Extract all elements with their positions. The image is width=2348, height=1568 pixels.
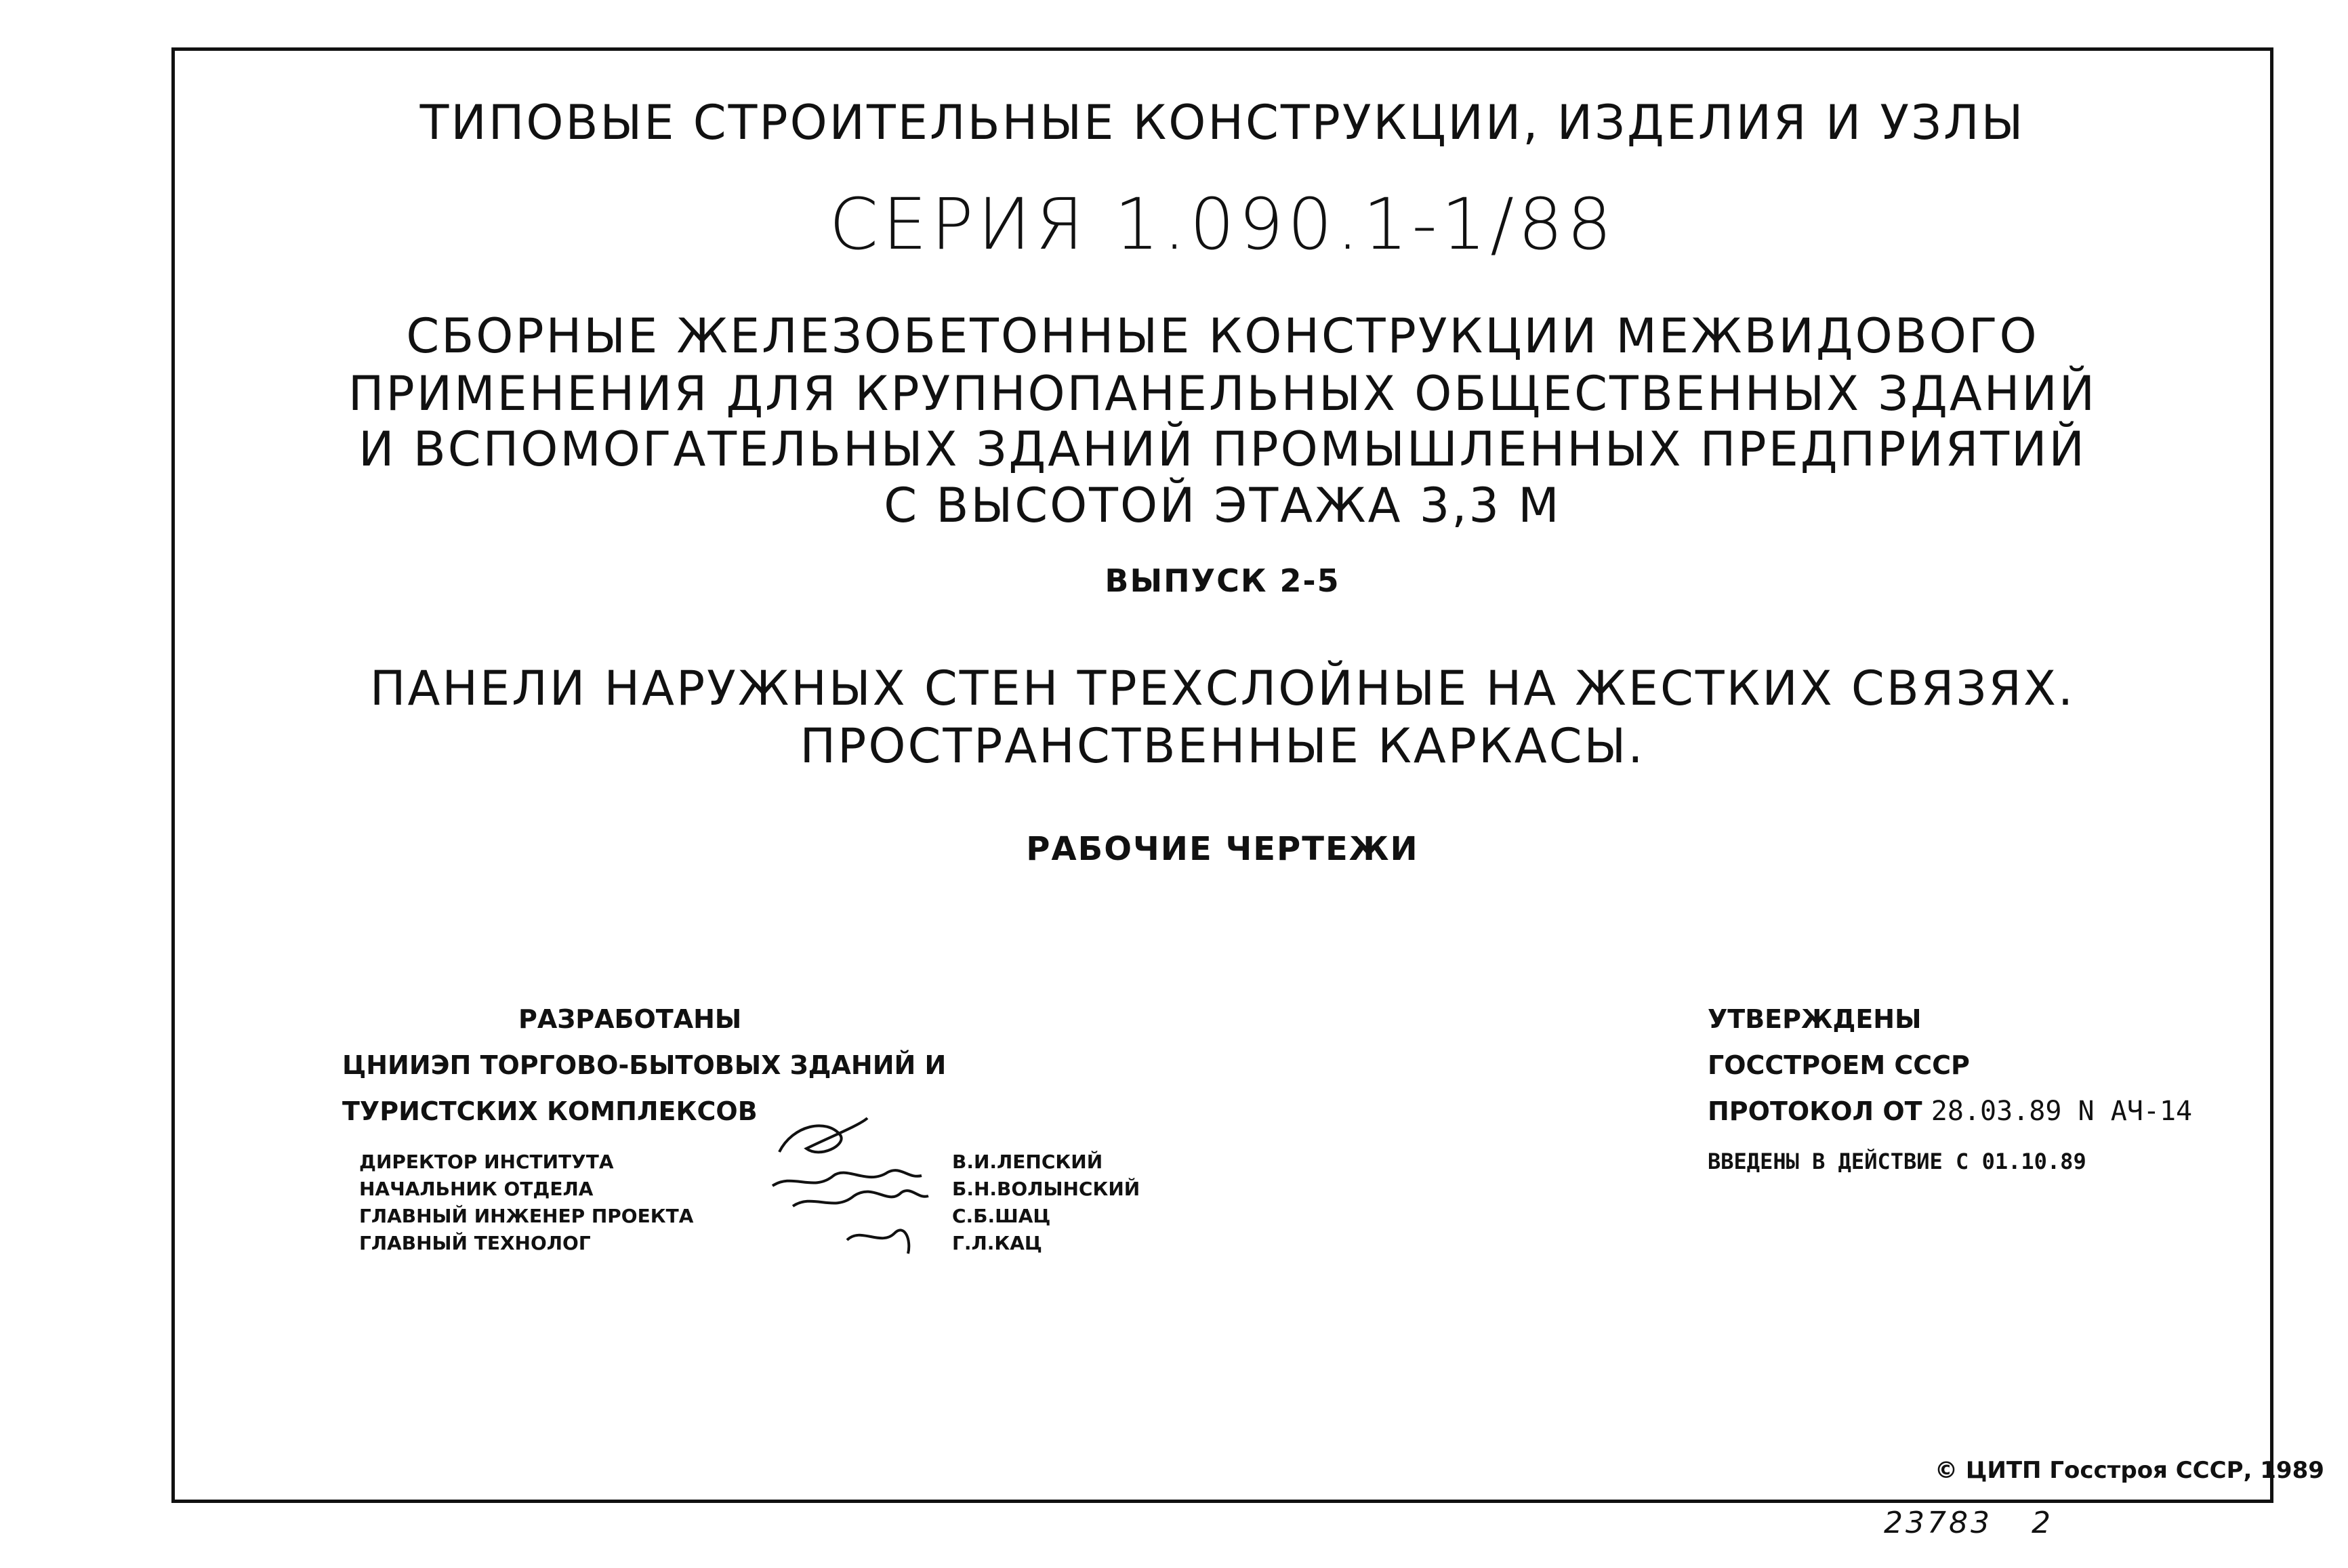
signatory-name: С.Б.ШАЦ [952, 1205, 1051, 1227]
role-label: НАЧАЛЬНИК ОТДЕЛА [359, 1178, 594, 1200]
series-kicker: ТИПОВЫЕ СТРОИТЕЛЬНЫЕ КОНСТРУКЦИИ, ИЗДЕЛИЯ И УЗЛЫ [419, 95, 2025, 150]
archive-stamp [1884, 1506, 2080, 1540]
title-line: С ВЫСОТОЙ ЭТАЖА 3,3 М [884, 478, 1561, 533]
developer-org-line: ЦНИИЭП ТОРГОВО-БЫТОВЫХ ЗДАНИЙ И [342, 1050, 947, 1080]
signatory-name: Б.Н.ВОЛЫНСКИЙ [952, 1178, 1140, 1200]
signatory-roles [359, 1149, 693, 1257]
handwritten-signatures [766, 1111, 955, 1281]
role-label: ГЛАВНЫЙ ИНЖЕНЕР ПРОЕКТА [359, 1205, 694, 1227]
signatory-names [952, 1149, 1140, 1257]
approved-block [1708, 996, 2192, 1184]
signatory-name: В.И.ЛЕПСКИЙ [952, 1151, 1103, 1173]
signatory-name: Г.Л.КАЦ [952, 1232, 1042, 1254]
sheet-border [171, 47, 2273, 1503]
protocol-value: 28.03.89 N АЧ-14 [1931, 1096, 2193, 1127]
title-line: ПРИМЕНЕНИЯ ДЛЯ КРУПНОПАНЕЛЬНЫХ ОБЩЕСТВЕННЫХ ЗДАНИЙ [348, 366, 2097, 421]
title-line: И ВСПОМОГАТЕЛЬНЫХ ЗДАНИЙ ПРОМЫШЛЕННЫХ ПРЕДПРИЯТИЙ [358, 421, 2086, 477]
role-label: ДИРЕКТОР ИНСТИТУТА [359, 1151, 614, 1173]
role-label: ГЛАВНЫЙ ТЕХНОЛОГ [359, 1232, 591, 1254]
protocol-label: ПРОТОКОЛ ОТ [1708, 1096, 1922, 1126]
subtitle-line: ПАНЕЛИ НАРУЖНЫХ СТЕН ТРЕХСЛОЙНЫЕ НА ЖЕСТКИХ СВЯЗЯХ. [369, 661, 2076, 716]
copyright-notice: © ЦИТП Госстроя СССР, 1989 [1935, 1457, 2324, 1484]
title-line: СБОРНЫЕ ЖЕЛЕЗОБЕТОННЫЕ КОНСТРУКЦИИ МЕЖВИДОВОГО [406, 308, 2039, 364]
enacted-date: ВВЕДЕНЫ В ДЕЙСТВИЕ С 01.10.89 [1708, 1149, 2086, 1174]
developed-heading: РАЗРАБОТАНЫ [518, 1004, 742, 1034]
issue-number: ВЫПУСК 2-5 [1105, 562, 1340, 599]
protocol-line [1708, 1088, 2192, 1134]
stamp-sheet: 2 [2031, 1506, 2053, 1540]
approved-heading: УТВЕРЖДЕНЫ [1708, 1004, 1922, 1034]
approving-authority: ГОССТРОЕМ СССР [1708, 1050, 1970, 1080]
subtitle-line: ПРОСТРАНСТВЕННЫЕ КАРКАСЫ. [800, 718, 1645, 774]
stamp-number: 23783 [1884, 1506, 1992, 1540]
series-code: СЕРИЯ 1.090.1-1/88 [829, 183, 1616, 266]
developer-org-line: ТУРИСТСКИХ КОМПЛЕКСОВ [342, 1096, 758, 1126]
document-type: РАБОЧИЕ ЧЕРТЕЖИ [1026, 830, 1419, 868]
